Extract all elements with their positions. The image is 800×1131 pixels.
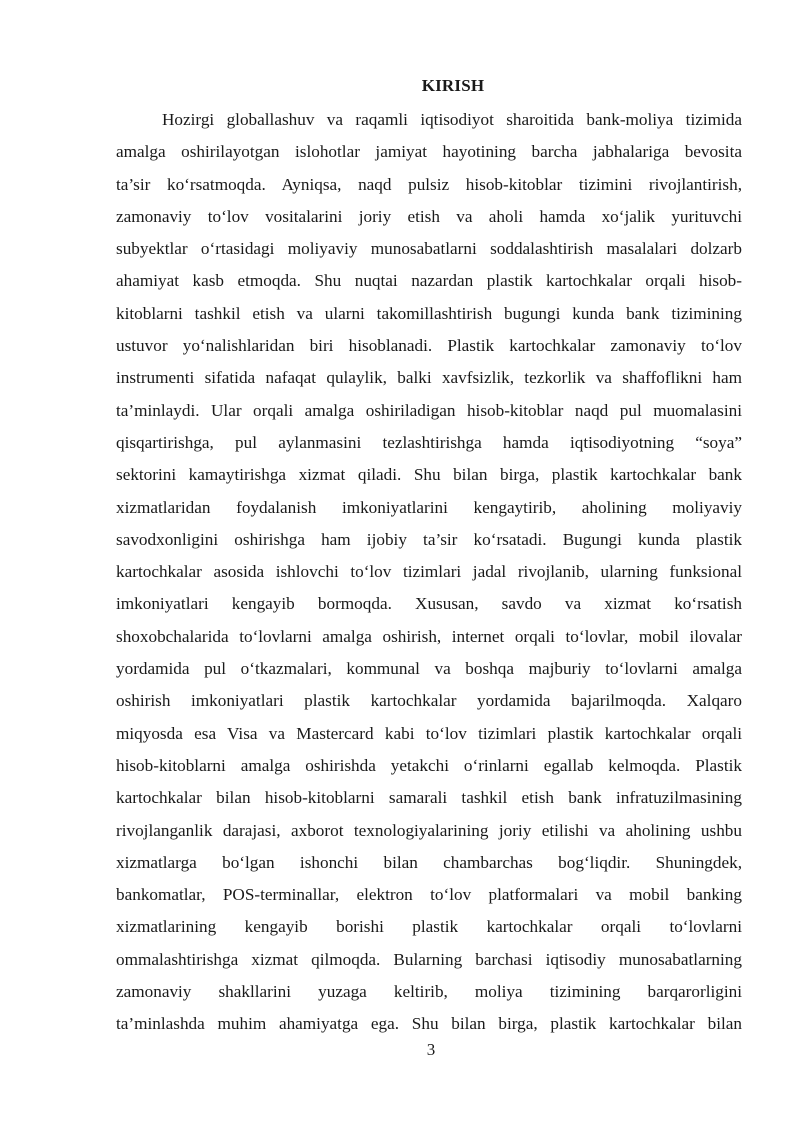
text-line: instrumenti sifatida nafaqat qulaylik, balki xavfsizlik, tezkorlik va shaffoflikni ham xyxy=(116,368,742,388)
text-line: ta’minlashda muhim ahamiyatga ega. Shu bilan birga, plastik kartochkalar bilan xyxy=(116,1014,742,1034)
text-line: imkoniyatlari kengayib bormoqda. Xususan, savdo va xizmat ko‘rsatish xyxy=(116,594,742,614)
text-line: zamonaviy to‘lov vositalarini joriy etish va aholi hamda xo‘jalik yurituvchi xyxy=(116,206,742,226)
text-line: yordamida pul o‘tkazmalari, kommunal va boshqa majburiy to‘lovlarni amalga xyxy=(116,659,742,679)
text-line: Hozirgi globallashuv va raqamli iqtisodiyot sharoitida bank-moliya tizimida xyxy=(162,110,742,129)
text-line: xizmatlarga bo‘lgan ishonchi bilan chambarchas bog‘liqdir. Shuningdek, xyxy=(116,852,742,872)
page-number: 3 xyxy=(426,1040,436,1059)
text-line: ahamiyat kasb etmoqda. Shu nuqtai nazardan plastik kartochkalar orqali hisob- xyxy=(116,271,742,291)
text-line: hisob-kitoblarni amalga oshirishda yetakchi o‘rinlarni egallab kelmoqda. Plastik xyxy=(116,755,742,775)
text-line: kartochkalar bilan hisob-kitoblarni samarali tashkil etish bank infratuzilmasining xyxy=(116,788,742,808)
text-line: ustuvor yo‘nalishlaridan biri hisoblanadi. Plastik kartochkalar zamonaviy to‘lov xyxy=(116,336,742,356)
text-line: subyektlar o‘rtasidagi moliyaviy munosabatlarni soddalashtirish masalalari dolzarb xyxy=(116,239,742,259)
text-line: ommalashtirishga xizmat qilmoqda. Bularning barchasi iqtisodiy munosabatlarning xyxy=(116,949,742,969)
text-line: amalga oshirilayotgan islohotlar jamiyat hayotining barcha jabhalariga bevosita xyxy=(116,142,742,162)
text-line: xizmatlarining kengayib borishi plastik kartochkalar orqali to‘lovlarni xyxy=(116,917,742,937)
text-line: sektorini kamaytirishga xizmat qiladi. Shu bilan birga, plastik kartochkalar bank xyxy=(116,465,742,485)
text-line: kartochkalar asosida ishlovchi to‘lov tizimlari jadal rivojlanib, ularning funksional xyxy=(116,562,742,582)
text-line: zamonaviy shakllarini yuzaga keltirib, moliya tizimining barqarorligini xyxy=(116,982,742,1002)
text-line: qisqartirishga, pul aylanmasini tezlashtirishga hamda iqtisodiyotning “soya” xyxy=(116,432,742,452)
text-line: kitoblarni tashkil etish va ularni takomillashtirish bugungi kunda bank tizimining xyxy=(116,303,742,323)
text-line: ta’minlaydi. Ular orqali amalga oshiriladigan hisob-kitoblar naqd pul muomalasini xyxy=(116,400,742,420)
text-line: savodxonligini oshirishga ham ijobiy ta’sir ko‘rsatadi. Bugungi kunda plastik xyxy=(116,529,742,549)
text-line: bankomatlar, POS-terminallar, elektron to‘lov platformalari va mobil banking xyxy=(116,885,742,905)
text-line: ta’sir ko‘rsatmoqda. Ayniqsa, naqd pulsiz hisob-kitoblar tizimini rivojlantirish, xyxy=(116,174,742,194)
text-line: oshirish imkoniyatlari plastik kartochkalar yordamida bajarilmoqda. Xalqaro xyxy=(116,691,742,711)
text-line: rivojlanganlik darajasi, axborot texnologiyalarining joriy etilishi va aholining ushbu xyxy=(116,820,742,840)
text-line: xizmatlaridan foydalanish imkoniyatlarini kengaytirib, aholining moliyaviy xyxy=(116,497,742,517)
text-line: shoxobchalarida to‘lovlarni amalga oshirish, internet orqali to‘lovlar, mobil ilovalar xyxy=(116,626,742,646)
text-line: miqyosda esa Visa va Mastercard kabi to‘lov tizimlari plastik kartochkalar orqali xyxy=(116,723,742,743)
section-heading: KIRISH xyxy=(421,76,485,95)
body-paragraph xyxy=(116,104,742,1041)
